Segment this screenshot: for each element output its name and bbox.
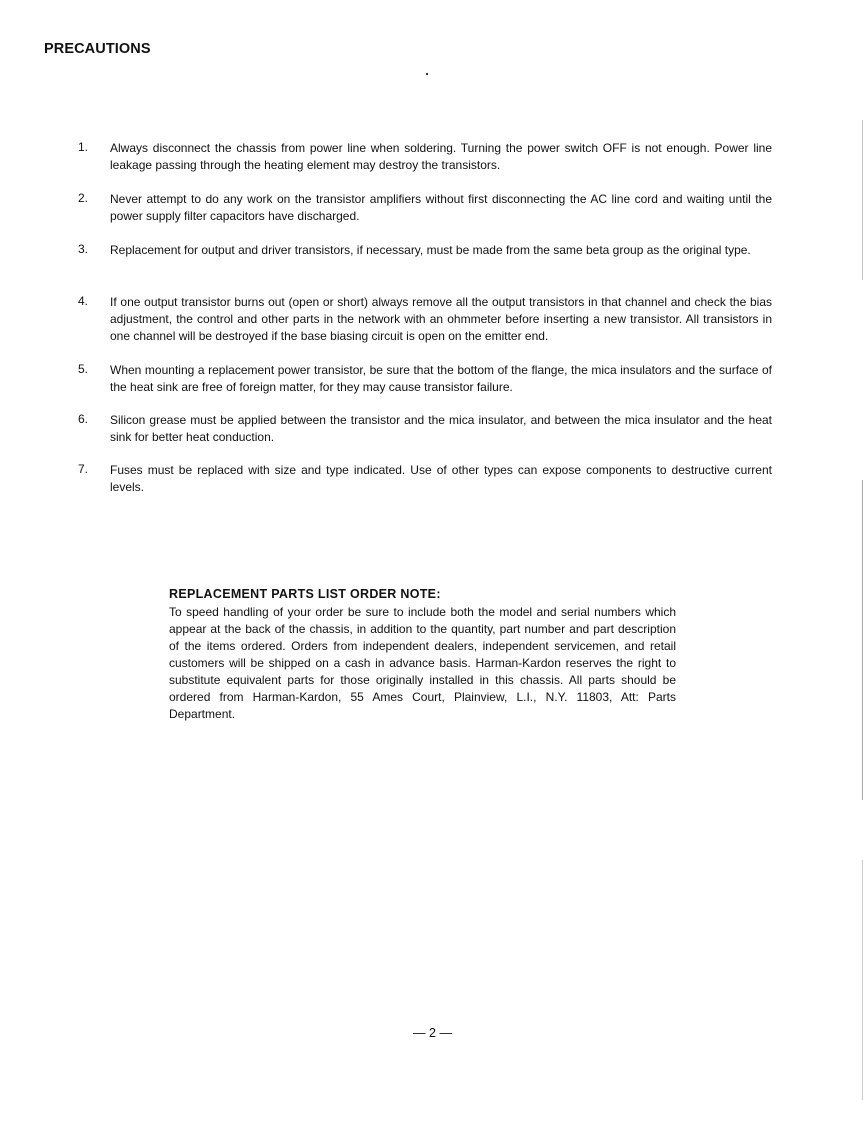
precaution-number: 7. xyxy=(78,462,89,476)
precaution-number: 2. xyxy=(78,191,89,205)
precaution-text: Never attempt to do any work on the transistor amplifiers without first disconnecting the AC line cord and waiting until the power supply filter capacitors have discharged. xyxy=(110,192,772,223)
precaution-text: Always disconnect the chassis from power line when soldering. Turning the power switch OFF is not enough. Power line leakage passing through the heating element may destroy the transistors. xyxy=(110,141,772,172)
page-heading: PRECAUTIONS xyxy=(44,41,151,57)
order-note xyxy=(169,586,676,723)
scan-edge-mark xyxy=(862,860,863,1100)
order-note-title: REPLACEMENT PARTS LIST ORDER NOTE: xyxy=(169,587,441,601)
scan-edge-mark xyxy=(862,480,863,800)
order-note-body: To speed handling of your order be sure to include both the model and serial numbers which appear at the back of the chassis, in addition to the quantity, part number and part description of the items ordered. Orders from independent dealers, independent servicemen, and retail customers will be shipped on a cash in advance basis. Harman-Kardon reserves the right to substitute equivalent parts for those originally installed in this chassis. All parts should be ordered from Harman-Kardon, 55 Ames Court, Plainview, L.I., N.Y. 11803, Att: Parts Department. xyxy=(169,605,676,721)
precaution-number: 3. xyxy=(78,242,89,256)
precaution-text: Fuses must be replaced with size and type indicated. Use of other types can expose components to destructive current levels. xyxy=(110,463,772,494)
scan-speck xyxy=(426,73,428,75)
precaution-number: 1. xyxy=(78,140,89,154)
precaution-text: Replacement for output and driver transistors, if necessary, must be made from the same beta group as the original type. xyxy=(110,243,751,257)
precaution-number: 6. xyxy=(78,412,89,426)
page-number: — 2 — xyxy=(413,1026,452,1040)
precaution-number: 5. xyxy=(78,362,89,376)
precaution-number: 4. xyxy=(78,294,89,308)
precaution-text: When mounting a replacement power transistor, be sure that the bottom of the flange, the mica insulators and the surface of the heat sink are free of foreign matter, for they may cause transistor failure. xyxy=(110,363,772,394)
precaution-text: If one output transistor burns out (open or short) always remove all the output transistors in that channel and check the bias adjustment, the control and other parts in the network with an ohmmeter before inserting a new transistor. All transistors in one channel will be destroyed if the base biasing circuit is open on the emitter end. xyxy=(110,295,772,343)
scan-edge-mark xyxy=(862,120,863,280)
precaution-text: Silicon grease must be applied between the transistor and the mica insulator, and between the mica insulator and the heat sink for better heat conduction. xyxy=(110,413,772,444)
